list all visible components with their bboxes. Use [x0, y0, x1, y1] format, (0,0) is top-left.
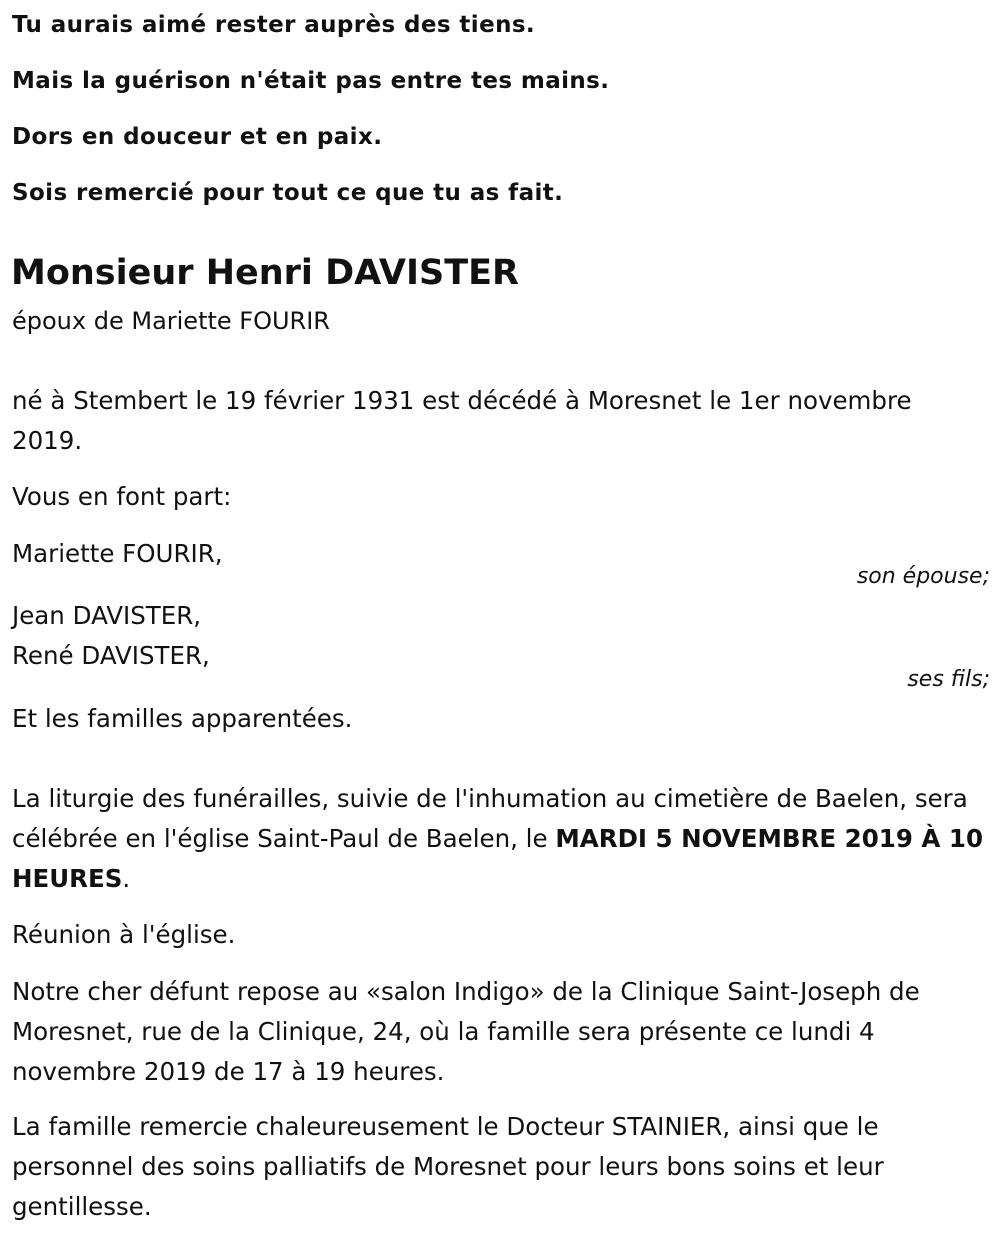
- meeting-text: Réunion à l'église.: [12, 920, 236, 949]
- birth-death-text: né à Stembert le 19 février 1931 est décédé à Moresnet le 1er novembre 2019.: [12, 386, 912, 455]
- family-son: Jean DAVISTER,: [12, 601, 202, 630]
- sons-role: ses fils;: [907, 667, 990, 692]
- announce-text: Vous en font part:: [12, 482, 232, 511]
- liturgy-date: MARDI 5 NOVEMBRE 2019 À 10 HEURES: [12, 824, 983, 893]
- poem-line: Sois remercié pour tout ce que tu as fait.: [12, 180, 564, 206]
- liturgy-paragraph: [12, 779, 988, 899]
- relatives-text: Et les familles apparentées.: [12, 704, 353, 733]
- family-spouse: Mariette FOURIR,: [12, 539, 223, 568]
- rest-place-text: Notre cher défunt repose au «salon Indigo» de la Clinique Saint-Joseph de Moresnet, rue de la Clinique, 24, où la famille sera présente ce lundi 4 novembre 2019 de 17 à 19 heures.: [12, 977, 920, 1086]
- thanks-text: La famille remercie chaleureusement le Docteur STAINIER, ainsi que le personnel des soins palliatifs de Moresnet pour leurs bons soins et leur gentillesse.: [12, 1112, 884, 1221]
- poem-line: Dors en douceur et en paix.: [12, 124, 383, 150]
- spouse-role: son épouse;: [856, 564, 990, 589]
- poem-line: Mais la guérison n'était pas entre tes mains.: [12, 68, 610, 94]
- family-son: René DAVISTER,: [12, 641, 210, 670]
- deceased-name: Monsieur Henri DAVISTER: [11, 253, 519, 293]
- spouse-line: époux de Mariette FOURIR: [12, 307, 330, 335]
- poem: [12, 8, 609, 232]
- poem-line: Tu aurais aimé rester auprès des tiens.: [12, 12, 536, 38]
- liturgy-text: La liturgie des funérailles, suivie de l'inhumation au cimetière de Baelen, sera célébrée en l'église Saint-Paul de Baelen, le: [12, 784, 968, 853]
- liturgy-end: .: [122, 864, 131, 893]
